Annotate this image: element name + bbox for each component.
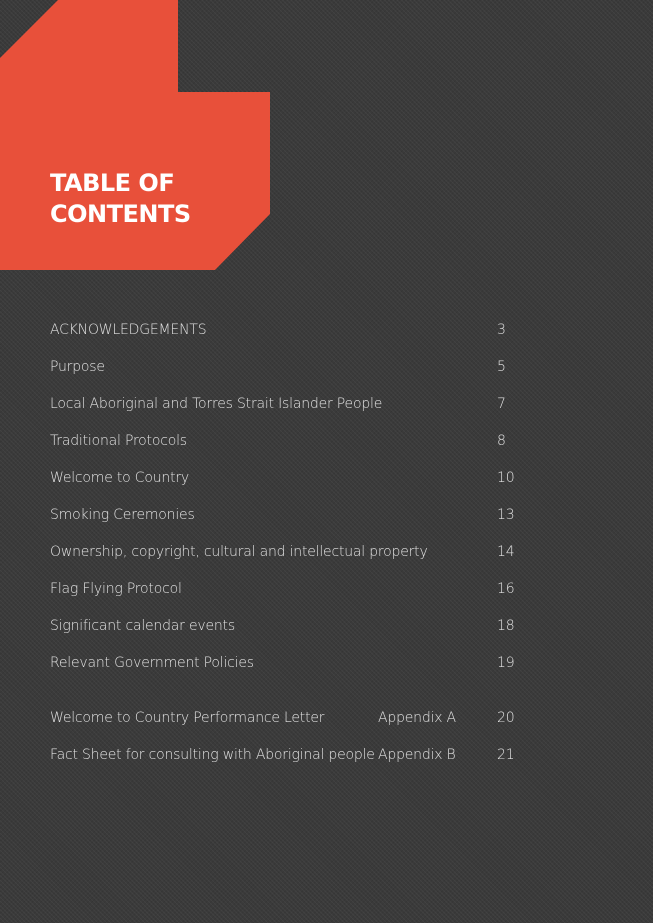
appendix-entry[interactable]: [50, 708, 520, 745]
title-banner: [0, 0, 270, 270]
toc-entry[interactable]: [50, 579, 520, 616]
appendix-entry-page: 21: [497, 747, 515, 763]
toc-entry[interactable]: [50, 505, 520, 542]
appendix-entry-ref: Appendix A: [378, 710, 456, 726]
appendix-entry-title: Fact Sheet for consulting with Aboriginal people: [50, 747, 375, 763]
toc-entry-title: Purpose: [50, 359, 105, 375]
toc-entry[interactable]: [50, 653, 520, 690]
toc-entry-page: 10: [497, 470, 515, 486]
toc-entry-title: Relevant Government Policies: [50, 655, 254, 671]
toc-entry-page: 19: [497, 655, 515, 671]
toc-entry-title: Flag Flying Protocol: [50, 581, 182, 597]
toc-entry-title: ACKNOWLEDGEMENTS: [50, 322, 207, 338]
toc-entry-title: Traditional Protocols: [50, 433, 187, 449]
toc-entry-title: Local Aboriginal and Torres Strait Islander People: [50, 396, 383, 412]
toc-entry-title: Ownership, copyright, cultural and intellectual property: [50, 544, 428, 560]
toc-entry-page: 7: [497, 396, 506, 412]
appendix-entry[interactable]: [50, 745, 520, 782]
appendix-list: [50, 708, 520, 782]
toc-entry-title: Welcome to Country: [50, 470, 190, 486]
toc-entry[interactable]: [50, 468, 520, 505]
page-title: TABLE OF CONTENTS: [50, 169, 191, 228]
appendix-entry-ref: Appendix B: [378, 747, 456, 763]
toc-entry-page: 14: [497, 544, 515, 560]
toc-entry-page: 5: [497, 359, 506, 375]
toc-entry-title: Significant calendar events: [50, 618, 235, 634]
toc-entry-page: 18: [497, 618, 515, 634]
toc-entry[interactable]: [50, 616, 520, 653]
toc-entry[interactable]: [50, 320, 520, 357]
toc-entry-title: Smoking Ceremonies: [50, 507, 195, 523]
toc-entry-page: 16: [497, 581, 515, 597]
toc-entry-page: 8: [497, 433, 506, 449]
toc-entry[interactable]: [50, 394, 520, 431]
toc-entry-page: 13: [497, 507, 515, 523]
toc-entry[interactable]: [50, 357, 520, 394]
appendix-entry-title: Welcome to Country Performance Letter: [50, 710, 325, 726]
table-of-contents: [50, 320, 520, 690]
toc-entry[interactable]: [50, 431, 520, 468]
toc-entry[interactable]: [50, 542, 520, 579]
appendix-entry-page: 20: [497, 710, 515, 726]
toc-entry-page: 3: [497, 322, 506, 338]
